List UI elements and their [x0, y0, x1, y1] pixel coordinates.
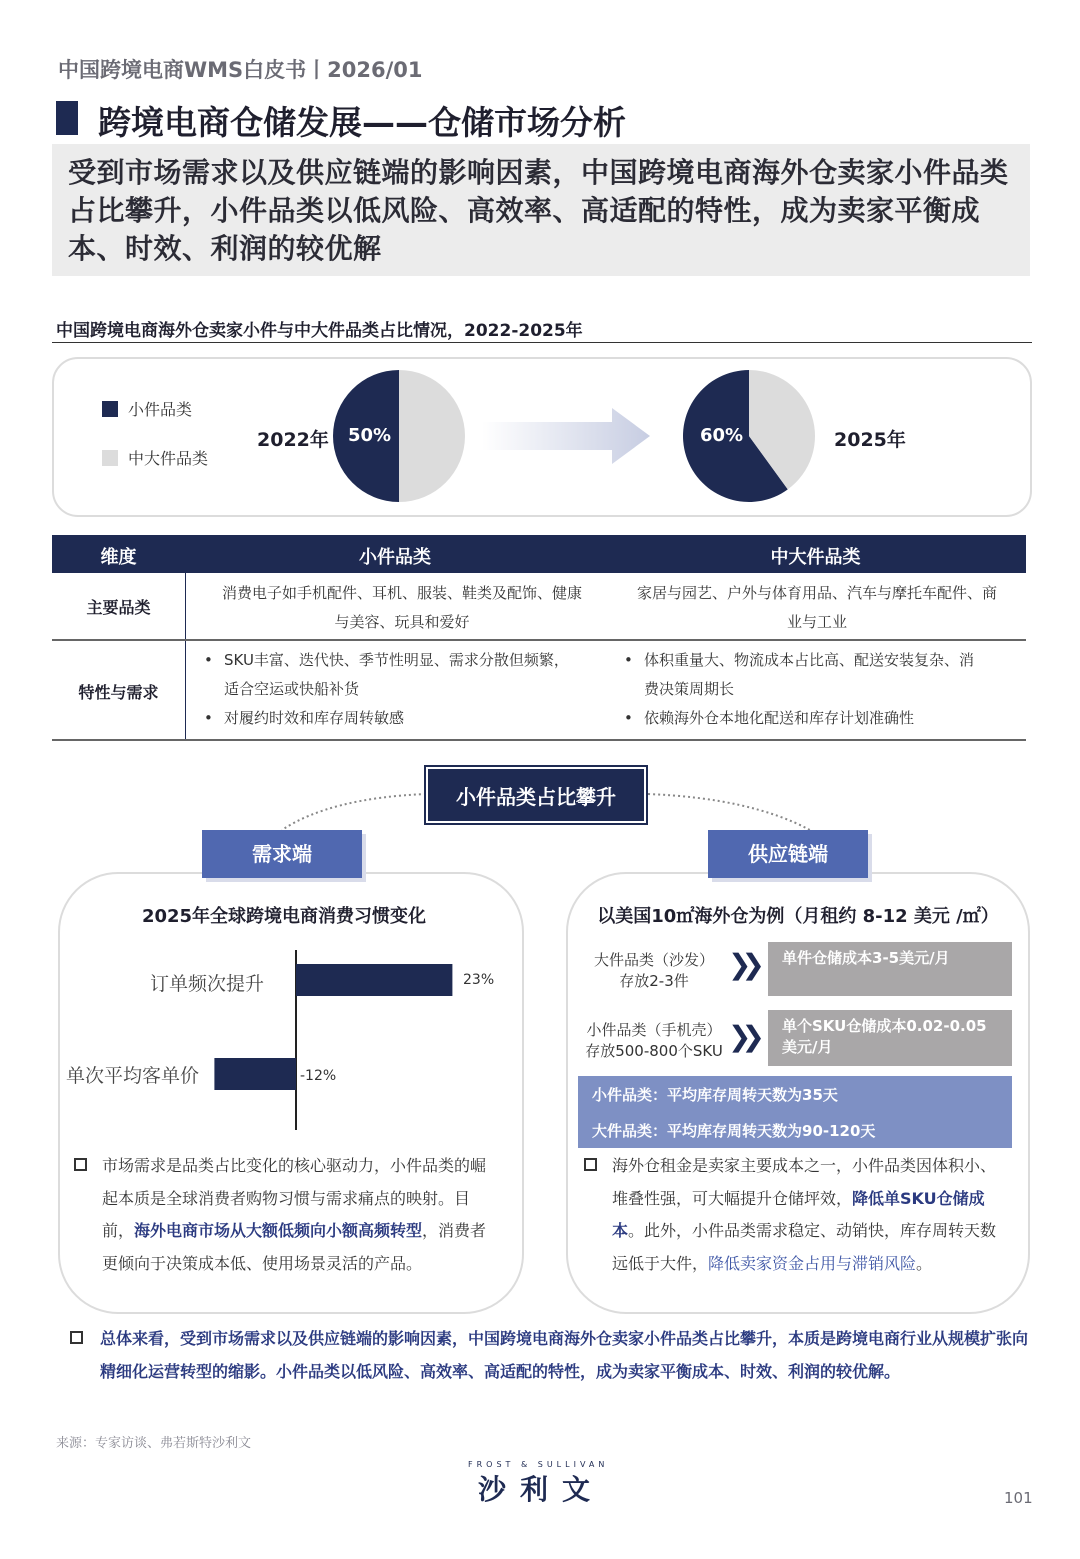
turnover-large: 大件品类：平均库存周转天数为90-120天 [592, 1122, 876, 1140]
note-text: 海外仓租金是卖家主要成本之一，小件品类因体积小、堆叠性强，可大幅提升仓储坪效， [612, 1156, 997, 1208]
table-row [52, 573, 1026, 641]
note-text: ，消费者更倾向于决策成本低、使用场景灵活的产品。 [102, 1221, 487, 1273]
chart-title-rule [52, 342, 1032, 343]
cell-line: 费决策周期长 [644, 680, 735, 698]
legend-item-small [102, 397, 192, 420]
cell-line: 消费电子如手机配件、耳机、服装、鞋类及配饰、健康 [221, 584, 582, 602]
cost-line: 美元/月 [782, 1038, 833, 1056]
demand-tag: 需求端 [202, 830, 362, 878]
summary-text: 总体来看，受到市场需求以及供应链端的影响因素，中国跨境电商海外仓卖家小件品类占比攀升，本质是跨境电商行业从规模扩张向精细化运营转型的缩影。小件品类以低风险、高效率、高适配的特性，成为卖家平衡成本、时效、利润的较优解。 [100, 1329, 1029, 1381]
note-text: 。此外，小件品类需求稳定、动销快，库存周转天数远低于大件， [612, 1221, 997, 1273]
cell-line: 对履约时效和库存周转敏感 [224, 709, 405, 727]
supply-cost-small [768, 1010, 1012, 1066]
pie-slice-1 [399, 370, 465, 502]
chevron-right-icon: ❯❯ [728, 948, 755, 981]
checkbox-bullet-icon [70, 1331, 83, 1344]
column-divider [185, 573, 186, 639]
cell-small-traits [202, 646, 602, 733]
table-header-dimension: 维度 [100, 547, 137, 568]
supply-tag: 供应链端 [708, 830, 868, 878]
row-dimension: 主要品类 [86, 598, 151, 617]
center-topic-box: 小件品类占比攀升 [426, 767, 646, 823]
cell-line: 与美容、玩具和爱好 [334, 613, 470, 631]
supply-cost-large: 单件仓储成本3-5美元/月 [768, 942, 1012, 996]
supply-note [612, 1150, 1008, 1280]
label-line: 存放2-3件 [619, 972, 689, 990]
turnover-box [578, 1076, 1012, 1148]
legend-label-large: 中大件品类 [128, 449, 209, 468]
bar-label-avg-order-value: 单次平均客单价 [66, 1065, 200, 1087]
section-marker [56, 101, 78, 135]
bullet-item: • 体积重量大、物流成本占比高、配送安装复杂、消 [624, 651, 975, 669]
bar-1 [214, 1058, 296, 1090]
year-label-2022: 2022年 [257, 429, 329, 451]
note-text: 。 [916, 1253, 933, 1273]
legend-label-small: 小件品类 [128, 400, 193, 419]
legend-item-large [102, 446, 208, 469]
cell-line: 依赖海外仓本地化配送和库存计划准确性 [644, 709, 915, 727]
brand-logo-cn: 沙利文 [478, 1473, 605, 1506]
comparison-table [52, 535, 1026, 741]
bullet-item: • 依赖海外仓本地化配送和库存计划准确性 [624, 709, 915, 727]
note-text: 市场需求是品类占比变化的核心驱动力，小件品类的崛起本质是全球消费者购物习惯与需求痛点的映射。目前， [102, 1156, 487, 1240]
demand-bar-chart [200, 950, 500, 1130]
bullet-item: • SKU丰富、迭代快、季节性明显、需求分散但频繁， [204, 651, 569, 669]
bar-0 [296, 964, 452, 996]
table-header-small: 小件品类 [359, 547, 431, 568]
label-line: 小件品类（手机壳） [586, 1021, 722, 1039]
chart-title: 中国跨境电商海外仓卖家小件与中大件品类占比情况，2022-2025年 [56, 321, 583, 341]
lead-box [52, 144, 1030, 276]
checkbox-bullet-icon [74, 1158, 87, 1171]
cell-small-categories [202, 579, 602, 637]
legend-swatch-large [102, 450, 118, 466]
label-line: 大件品类（沙发） [593, 951, 714, 969]
section-title: 跨境电商仓储发展——仓储市场分析 [98, 103, 626, 142]
table-header-row [52, 535, 1026, 573]
supply-row-large-label [584, 950, 724, 992]
note-highlight: 降低卖家资金占用与滞销风险 [708, 1253, 917, 1273]
bar-value-order-frequency: 23% [463, 972, 495, 988]
bullet-item-cont [622, 675, 1022, 704]
supply-row-small-label [574, 1020, 734, 1062]
supply-title: 以美国10㎡海外仓为例（月租约 8-12 美元 /㎡） [597, 906, 999, 927]
label-line: 存放500-800个SKU [585, 1042, 723, 1060]
cell-line: 适合空运或快船补货 [224, 680, 360, 698]
demand-note [102, 1150, 496, 1280]
year-label-2025: 2025年 [834, 429, 906, 451]
report-header: 中国跨境电商WMS白皮书丨2026/01 [58, 58, 423, 82]
table-header-large: 中大件品类 [770, 547, 861, 568]
turnover-small: 小件品类：平均库存周转天数为35天 [592, 1086, 838, 1104]
chevron-right-icon: ❯❯ [728, 1020, 755, 1053]
cell-line: 体积重量大、物流成本占比高、配送安装复杂、消 [644, 651, 975, 669]
cell-large-categories [617, 579, 1017, 637]
bullet-item-cont [202, 675, 602, 704]
pie-2025-pct: 60% [700, 425, 744, 446]
table-row [52, 641, 1026, 741]
note-highlight: 海外电商市场从大额低频向小额高频转型 [134, 1221, 423, 1240]
bar-label-order-frequency: 订单频次提升 [150, 973, 265, 995]
bullet-item: • 对履约时效和库存周转敏感 [204, 709, 405, 727]
brand-logo-en: FROST & SULLIVAN [468, 1460, 609, 1469]
row-dimension: 特性与需求 [78, 683, 159, 702]
lead-text: 受到市场需求以及供应链端的影响因素，中国跨境电商海外仓卖家小件品类占比攀升，小件品类以低风险、高效率、高适配的特性，成为卖家平衡成本、时效、利润的较优解 [68, 156, 1009, 265]
growth-arrow-icon [482, 408, 652, 464]
page-number: 101 [1004, 1489, 1033, 1507]
note-highlight: 降低单SKU仓储成本 [612, 1188, 985, 1240]
cost-line: 单个SKU仓储成本0.02-0.05 [782, 1017, 987, 1035]
checkbox-bullet-icon [584, 1158, 597, 1171]
source-note: 来源：专家访谈、弗若斯特沙利文 [56, 1436, 252, 1451]
cell-line: 家居与园艺、户外与体育用品、汽车与摩托车配件、商 [636, 584, 997, 602]
pie-2022-pct: 50% [348, 425, 392, 446]
column-divider [185, 641, 186, 739]
cell-line: 业与工业 [786, 613, 847, 631]
bar-value-avg-order-value: -12% [300, 1068, 337, 1084]
legend-swatch-small [102, 401, 118, 417]
demand-chart-title: 2025年全球跨境电商消费习惯变化 [141, 906, 427, 927]
summary-paragraph [100, 1323, 1030, 1388]
cell-large-traits [622, 646, 1022, 733]
cell-line: SKU丰富、迭代快、季节性明显、需求分散但频繁， [224, 651, 569, 669]
